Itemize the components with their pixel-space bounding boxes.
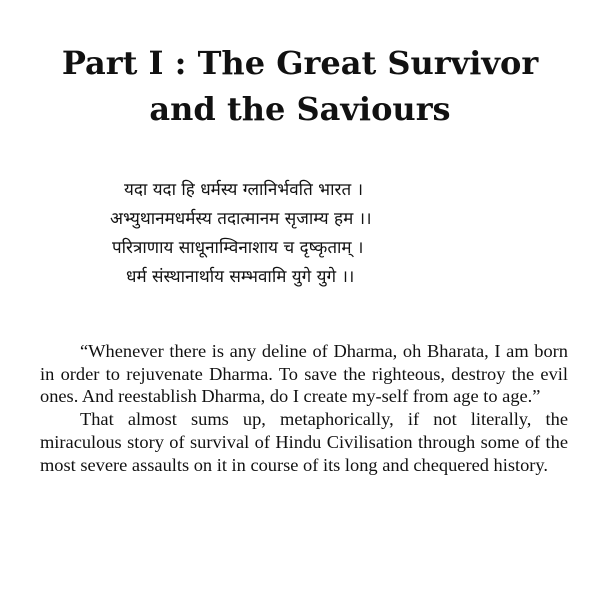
body-text [40, 340, 568, 477]
verse-line: धर्म संस्थानार्थाय सम्भवामि युगे युगे ।। [126, 267, 355, 287]
chapter-title [30, 40, 570, 132]
sanskrit-verse [110, 176, 510, 292]
verse-line: परित्राणाय साधूनाम्विनाशाय च दृष्कृताम् । [112, 238, 364, 258]
body-paragraph: That almost sums up, metaphorically, if not literally, the miraculous story of survival of Hindu Civilisation through some of the most severe assaults on it in course of its long and chequered history. [40, 408, 568, 475]
chapter-title-line-2: and the Saviours [149, 90, 451, 128]
verse-line: अभ्युथानमधर्मस्य तदात्मानम सृजाम्य हम ।। [110, 209, 372, 229]
translation-paragraph: “Whenever there is any deline of Dharma, oh Bharata, I am born in order to rejuvenate Dharma. To save the righteous, destroy the evil ones. And reestablish Dharma, do I create my-self from age to age.” [40, 341, 568, 406]
verse-line: यदा यदा हि धर्मस्य ग्लानिर्भवति भारत । [124, 180, 364, 200]
chapter-title-line-1: Part I : The Great Survivor [61, 44, 539, 82]
